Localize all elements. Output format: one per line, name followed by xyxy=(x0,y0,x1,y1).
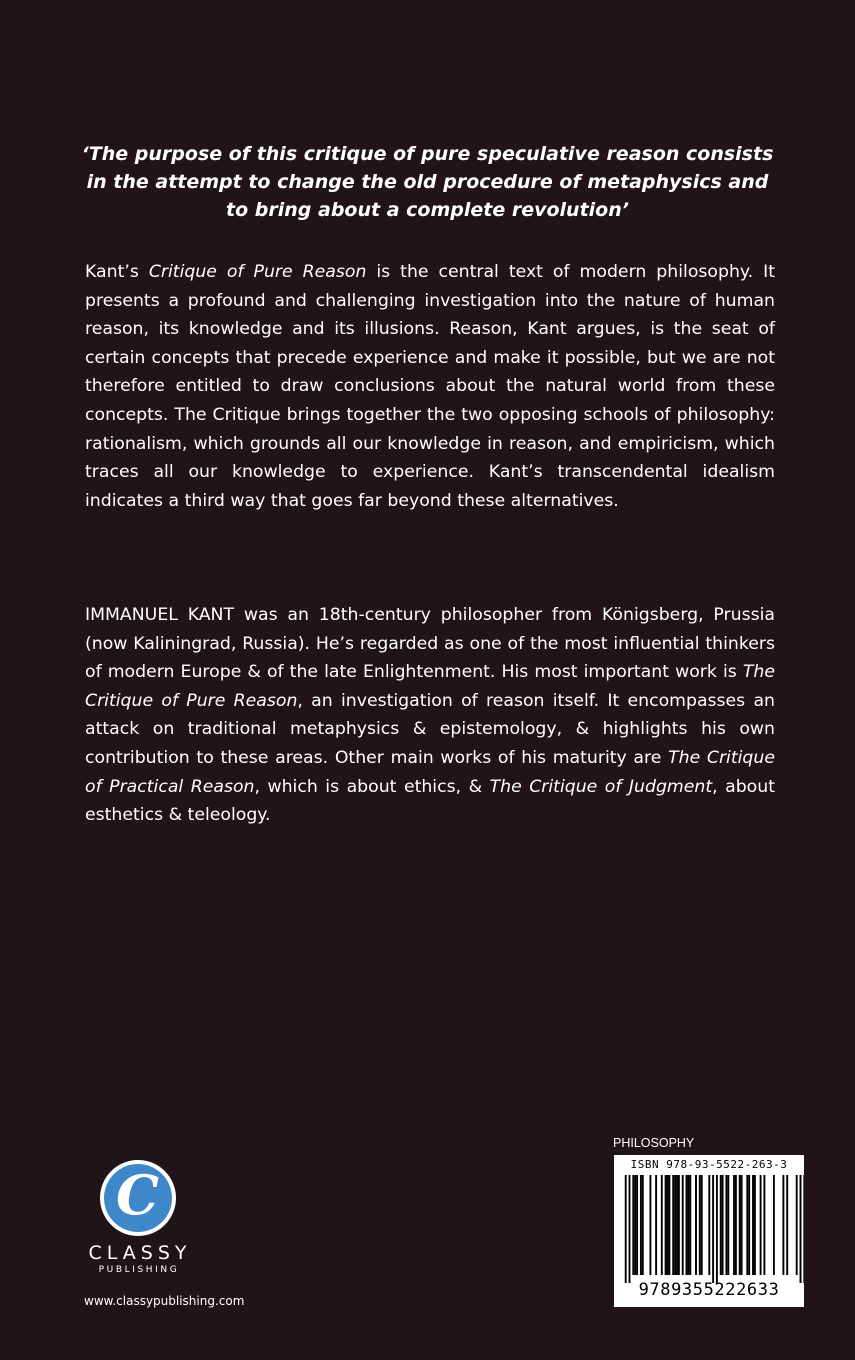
bio-text-2: , an investigation of reason itself. It encompasses an attack on traditional metaphysics & epistemology, & highlights his own contribution to these areas. Other main works of his maturity are xyxy=(85,690,775,768)
barcode-bar xyxy=(803,1175,804,1283)
barcode-bar xyxy=(708,1175,710,1275)
barcode-bar xyxy=(632,1175,634,1275)
publisher-website: www.classypublishing.com xyxy=(84,1294,245,1308)
barcode-bar xyxy=(746,1175,748,1275)
barcode-bar xyxy=(720,1175,722,1275)
barcode-bar xyxy=(716,1175,718,1283)
barcode-bar xyxy=(786,1175,788,1275)
barcode-bar xyxy=(672,1175,674,1275)
barcode-bar xyxy=(687,1175,689,1275)
barcode-bar xyxy=(655,1175,657,1275)
barcode-bar xyxy=(625,1175,627,1283)
barcode-bar xyxy=(800,1175,802,1283)
category-label: PHILOSOPHY xyxy=(613,1136,695,1150)
barcode-bar xyxy=(634,1175,636,1275)
bio-text-1: IMMANUEL KANT was an 18th-century philosopher from Königsberg, Prussia (now Kaliningrad, Russia). He’s regarded as one of the most influential thinkers of modern Europe & of the late Enlightenment. His most important work is xyxy=(85,605,775,683)
barcode-bar xyxy=(712,1175,714,1283)
barcode-bar xyxy=(701,1175,703,1275)
barcode-bar xyxy=(782,1175,784,1275)
barcode-bar xyxy=(642,1175,644,1275)
barcode-bar xyxy=(695,1175,697,1275)
publisher-subtitle: PUBLISHING xyxy=(98,1265,180,1275)
publisher-logo xyxy=(80,1160,195,1276)
barcode-bar xyxy=(661,1175,663,1275)
barcode-bar xyxy=(739,1175,741,1275)
barcode-bar xyxy=(665,1175,667,1275)
barcode-bar xyxy=(649,1175,651,1275)
barcode-bar xyxy=(754,1175,756,1275)
barcode-bar xyxy=(640,1175,642,1275)
author-bio xyxy=(85,601,775,830)
barcode-bar xyxy=(674,1175,676,1275)
summary-book-title: Critique of Pure Reason xyxy=(148,262,367,282)
barcode-bar xyxy=(725,1175,727,1275)
quote-line-1: ‘The purpose of this critique of pure speculative reason consists xyxy=(81,143,774,165)
barcode-bar xyxy=(678,1175,680,1275)
logo-letter: C xyxy=(116,1163,159,1227)
bio-title-pure-reason: The Critique of Pure Reason xyxy=(85,662,775,711)
quote-line-2: in the attempt to change the old procedure of metaphysics and xyxy=(86,171,769,193)
book-summary xyxy=(85,258,775,515)
barcode-digits: 9789355222633 xyxy=(638,1280,780,1300)
publisher-logo-icon xyxy=(100,1160,176,1236)
barcode-bar xyxy=(760,1175,762,1275)
barcode-bar xyxy=(735,1175,737,1275)
barcode-bar xyxy=(733,1175,735,1275)
bio-text-4: , about esthetics & teleology. xyxy=(85,776,775,826)
barcode-bar xyxy=(752,1175,754,1275)
barcode-bar xyxy=(689,1175,691,1275)
barcode-bar xyxy=(636,1175,638,1275)
summary-text-pre: Kant’s xyxy=(85,262,149,282)
barcode-bar xyxy=(796,1175,798,1275)
barcode-bar xyxy=(667,1175,669,1275)
barcode-bar xyxy=(668,1175,670,1275)
barcode-bar xyxy=(676,1175,678,1275)
barcode-bar xyxy=(773,1175,775,1275)
publisher-name: CLASSY xyxy=(88,1242,192,1264)
bio-title-judgment: The Critique of Judgment xyxy=(489,776,713,797)
summary-text-post: is the central text of modern philosophy. It presents a profound and challenging investigation into the nature of human reason, its knowledge and its illusions. Reason, Kant argues, is the seat of certain concepts that precede experience and make it possible, but we are not therefore entitled to draw conclusions about the natural world from these concepts. The Critique brings together the two opposing schools of philosophy: rationalism, which grounds all our knowledge in reason, and empiricism, which traces all our knowledge to experience. Kant’s transcendental idealism indicates a third way that goes far beyond these alternatives. xyxy=(85,262,775,511)
bio-text-3: , which is about ethics, & xyxy=(254,776,490,797)
barcode-bar xyxy=(763,1175,765,1275)
barcode-bar xyxy=(741,1175,743,1275)
pull-quote xyxy=(60,140,795,224)
barcode-bar xyxy=(722,1175,724,1275)
isbn-barcode xyxy=(614,1155,804,1307)
barcode-bar xyxy=(748,1175,750,1275)
logo-inner-circle xyxy=(104,1164,172,1232)
isbn-label: ISBN 978-93-5522-263-3 xyxy=(630,1158,788,1171)
bio-title-practical-reason: The Critique of Practical Reason xyxy=(85,747,775,797)
barcode-bar xyxy=(699,1175,701,1275)
barcode-bar xyxy=(686,1175,688,1275)
barcode-bar xyxy=(727,1175,729,1275)
quote-line-3: to bring about a complete revolution’ xyxy=(226,199,629,221)
barcode-bar xyxy=(682,1175,684,1275)
barcode-bar xyxy=(629,1175,631,1283)
